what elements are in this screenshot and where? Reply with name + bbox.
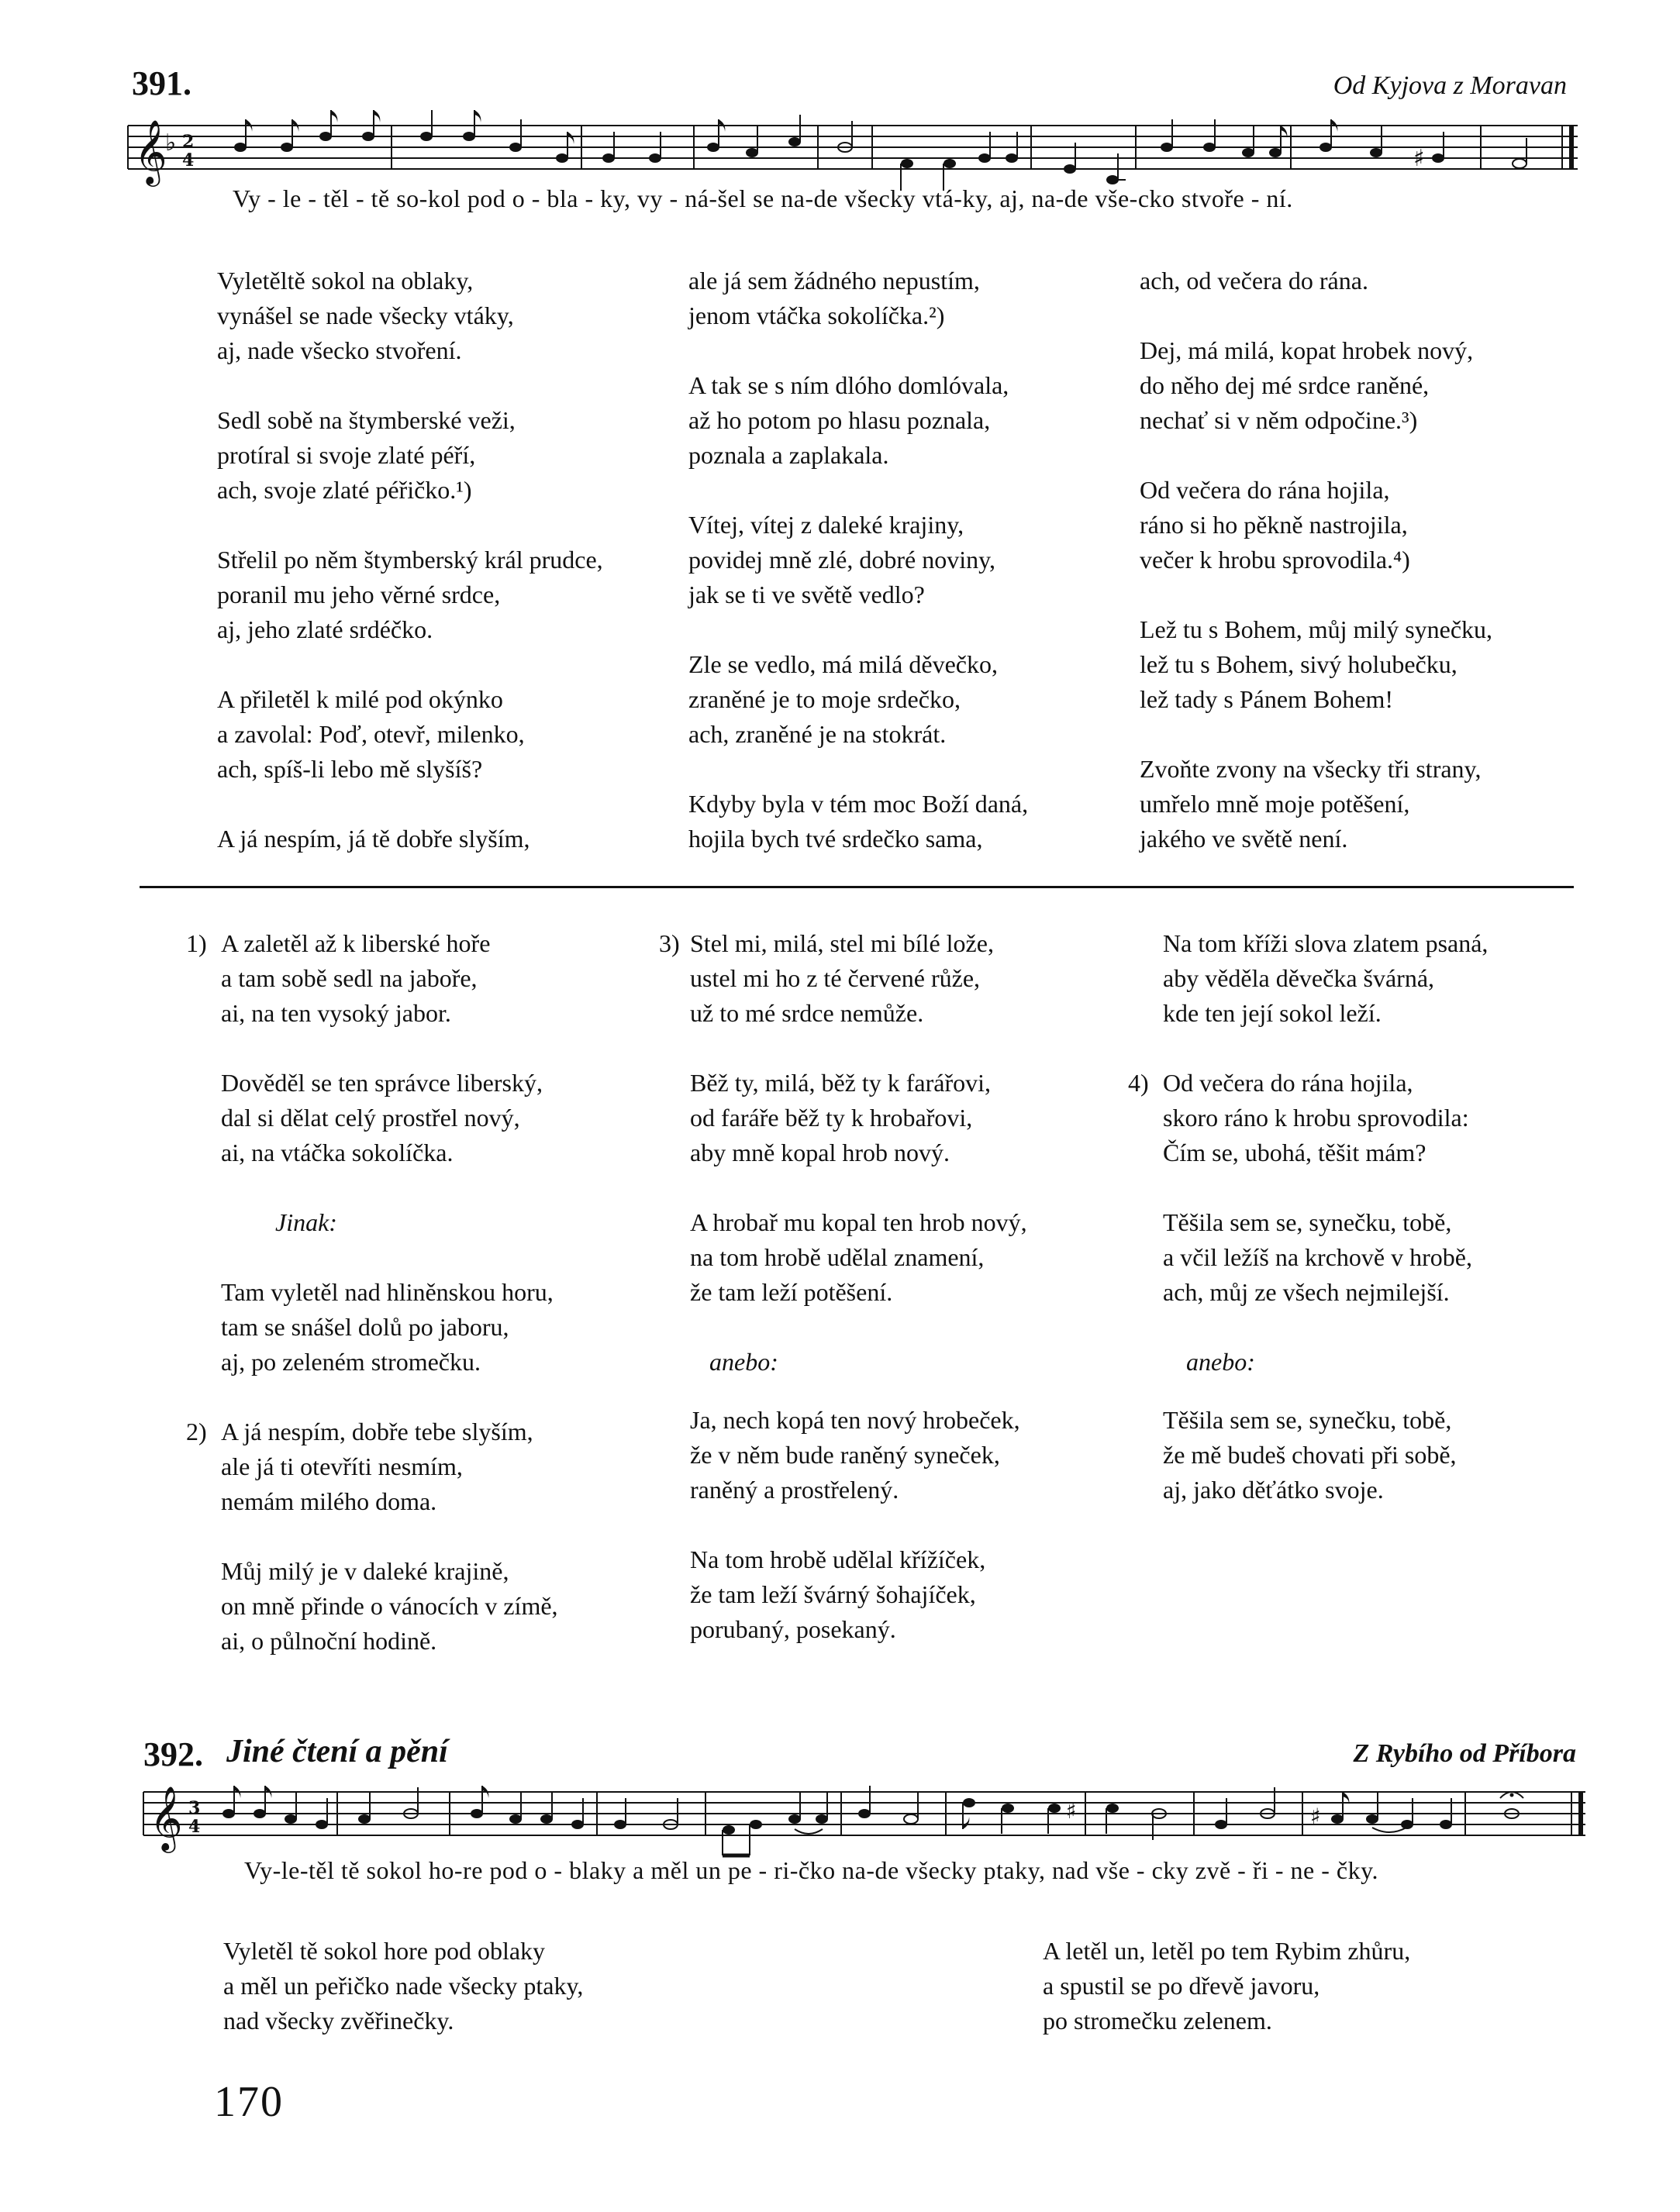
verse-line: Vyletěltě sokol na oblaky, xyxy=(217,267,474,295)
verse-line: Čím se, ubohá, těšit mám? xyxy=(1163,1139,1426,1166)
verse-line: kde ten její sokol leží. xyxy=(1163,999,1382,1027)
verse-line: A zaletěl až k liberské hoře xyxy=(221,929,491,957)
verse-line: Od večera do rána hojila, xyxy=(1140,476,1390,504)
verse-line: jenom vtáčka sokolíčka.²) xyxy=(688,301,945,329)
verse-line: lež tady s Pánem Bohem! xyxy=(1140,685,1394,713)
verse-line: skoro ráno k hrobu sprovodila: xyxy=(1163,1104,1469,1132)
stanza xyxy=(1163,926,1488,1031)
song-392-number: 392. xyxy=(143,1735,203,1773)
footnote-marker: 4) xyxy=(1128,1069,1149,1097)
variant-label: anebo: xyxy=(1186,1348,1255,1376)
song-391-lyrics: Vy - le - těl - tě so-kol pod o - bla - ky, vy - ná-šel se na-de všecky vtá-ky, aj, na-de vše-cko stvoře - ní. xyxy=(233,184,1293,212)
verse-line: A já nespím, já tě dobře slyším, xyxy=(217,825,530,853)
verse-line: poranil mu jeho věrné srdce, xyxy=(217,581,501,608)
verse-line: ach, svoje zlaté péřičko.¹) xyxy=(217,476,472,504)
footnote-marker: 1) xyxy=(186,929,207,957)
verse-line: ai, o půlnoční hodině. xyxy=(221,1627,437,1655)
verse-line: Sedl sobě na štymberské veži, xyxy=(217,406,516,434)
footnote-marker: 2) xyxy=(186,1418,207,1445)
verse-line: lež tu s Bohem, sivý holubečku, xyxy=(1140,650,1457,678)
verse-line: Dej, má milá, kopat hrobek nový, xyxy=(1140,336,1474,364)
verse-line: Střelil po něm štymberský král prudce, xyxy=(217,546,603,574)
footnote-marker: 3) xyxy=(659,929,680,957)
verse-line: on mně přinde o vánocích v zímě, xyxy=(221,1592,558,1620)
verse-line: večer k hrobu sprovodila.⁴) xyxy=(1140,546,1410,574)
verse-line: a spustil se po dřevě javoru, xyxy=(1043,1972,1320,2000)
verse-line: a zavolal: Poď, otevř, milenko, xyxy=(217,720,525,748)
verse-line: protíral si svoje zlaté péří, xyxy=(217,441,476,469)
footnotes-col1 xyxy=(186,926,558,1659)
stanza xyxy=(186,1414,558,1519)
stanza xyxy=(1163,1403,1488,1507)
svg-text:♯: ♯ xyxy=(1310,1804,1321,1829)
song-391-origin: Od Kyjova z Moravan xyxy=(1333,71,1567,100)
svg-text:𝄞: 𝄞 xyxy=(134,119,167,184)
verse-line: aby věděla děvečka švárná, xyxy=(1163,964,1435,992)
verse-line: ai, na vtáčka sokolíčka. xyxy=(221,1139,454,1166)
song-391-verses-col1 xyxy=(217,264,603,856)
svg-text:♯: ♯ xyxy=(1066,1798,1077,1824)
variant-label: anebo: xyxy=(709,1348,778,1376)
verse-line: tam se snášel dolů po jaboru, xyxy=(221,1313,509,1341)
verse-line: až ho potom po hlasu poznala, xyxy=(688,406,991,434)
stanza xyxy=(221,1066,558,1170)
verse-line: aj, jako děťátko svoje. xyxy=(1163,1476,1384,1504)
verse-line: už to mé srdce nemůže. xyxy=(690,999,924,1027)
verse-line: že tam leží švárný šohajíček, xyxy=(690,1580,976,1608)
svg-text:3: 3 xyxy=(188,1798,201,1818)
verse-line: Těšila sem se, synečku, tobě, xyxy=(1163,1208,1452,1236)
verse-line: A letěl un, letěl po tem Rybim zhůru, xyxy=(1043,1937,1411,1965)
song-391-verses-col2 xyxy=(688,264,1028,856)
verse-line: umřelo mně moje potěšení, xyxy=(1140,790,1410,818)
variant-label: Jinak: xyxy=(275,1208,337,1236)
verse-line: ach, od večera do rána. xyxy=(1140,267,1368,295)
verse-line: Na tom hrobě udělal křížíček, xyxy=(690,1545,986,1573)
verse-line: zraněné je to moje srdečko, xyxy=(688,685,961,713)
verse-line: Ja, nech kopá ten nový hrobeček, xyxy=(690,1406,1020,1434)
verse-line: že tam leží potěšení. xyxy=(690,1278,893,1306)
verse-line: ach, můj ze všech nejmilejší. xyxy=(1163,1278,1450,1306)
stanza xyxy=(688,508,1028,612)
verse-line: dal si dělat celý prostřel nový, xyxy=(221,1104,520,1132)
stanza xyxy=(1140,752,1492,856)
stanza xyxy=(690,1345,1027,1380)
verse-line: že mě budeš chovati při sobě, xyxy=(1163,1441,1457,1469)
svg-text:4: 4 xyxy=(182,150,195,171)
verse-line: od faráře běž ty k hrobařovi, xyxy=(690,1104,973,1132)
verse-line: Dověděl se ten správce liberský, xyxy=(221,1069,543,1097)
verse-line: na tom hrobě udělal znamení, xyxy=(690,1243,985,1271)
stanza xyxy=(690,1205,1027,1310)
verse-line: A tak se s ním dlóho domlóvala, xyxy=(688,371,1009,399)
verse-line: nad všecky zvěřinečky. xyxy=(223,2007,454,2035)
verse-line: Od večera do rána hojila, xyxy=(1163,1069,1413,1097)
verse-line: nemám milého doma. xyxy=(221,1487,437,1515)
verse-line: jakého ve světě není. xyxy=(1140,825,1348,853)
verse-line: po stromečku zelenem. xyxy=(1043,2007,1272,2035)
svg-text:2: 2 xyxy=(182,132,195,152)
stanza xyxy=(217,264,603,368)
verse-line: do něho dej mé srdce raněné, xyxy=(1140,371,1430,399)
verse-line: aj, jeho zlaté srdéčko. xyxy=(217,615,433,643)
song-392-origin: Z Rybího od Příbora xyxy=(1353,1739,1576,1768)
stanza xyxy=(217,403,603,508)
stanza xyxy=(1163,1205,1488,1310)
verse-line: povidej mně zlé, dobré noviny, xyxy=(688,546,996,574)
verse-line: Kdyby byla v tém moc Boží daná, xyxy=(688,790,1029,818)
verse-line: Lež tu s Bohem, můj milý synečku, xyxy=(1140,615,1493,643)
stanza xyxy=(1140,473,1492,577)
footnote-divider xyxy=(140,886,1574,888)
verse-line: že v něm bude raněný syneček, xyxy=(690,1441,1000,1469)
stanza xyxy=(690,926,1027,1031)
stanza xyxy=(690,1542,1027,1647)
verse-line: Těšila sem se, synečku, tobě, xyxy=(1163,1406,1452,1434)
verse-line: vynášel se nade všecky vtáky, xyxy=(217,301,514,329)
verse-line: Zle se vedlo, má milá děvečko, xyxy=(688,650,998,678)
song-392-verse-left xyxy=(223,1934,583,2038)
footnotes-col2 xyxy=(659,926,1027,1647)
stanza xyxy=(690,1403,1027,1507)
verse-line: a měl un peřičko nade všecky ptaky, xyxy=(223,1972,584,2000)
verse-line: Stel mi, milá, stel mi bílé lože, xyxy=(690,929,994,957)
verse-line: aby mně kopal hrob nový. xyxy=(690,1139,950,1166)
verse-line: porubaný, posekaný. xyxy=(690,1615,896,1643)
stanza xyxy=(688,787,1028,856)
verse-line: Vyletěl tě sokol hore pod oblaky xyxy=(223,1937,546,1965)
svg-text:4: 4 xyxy=(188,1817,201,1837)
footnotes-col3 xyxy=(1128,926,1488,1507)
verse-line: a včil ležíš na krchově v hrobě, xyxy=(1163,1243,1472,1271)
song-392-lyrics: Vy-le-těl tě sokol ho-re pod o - blaky a měl un pe - ri-čko na-de všecky ptaky, nad vše - cky zvě - ři - ne - čky. xyxy=(244,1856,1379,1884)
song-391-number: 391. xyxy=(132,64,191,102)
stanza xyxy=(217,543,603,647)
verse-line: ráno si ho pěkně nastrojila, xyxy=(1140,511,1408,539)
page-number: 170 xyxy=(214,2078,284,2126)
stanza xyxy=(217,682,603,787)
stanza xyxy=(1140,612,1492,717)
song-392-title: Jiné čtení a pění xyxy=(226,1734,448,1769)
verse-line: Zvoňte zvony na všecky tři strany, xyxy=(1140,755,1482,783)
verse-line: raněný a prostřelený. xyxy=(690,1476,899,1504)
verse-line: A já nespím, dobře tebe slyším, xyxy=(221,1418,533,1445)
verse-line: ale já sem žádného nepustím, xyxy=(688,267,980,295)
verse-line: ach, zraněné je na stokrát. xyxy=(688,720,947,748)
verse-line: Tam vyletěl nad hliněnskou horu, xyxy=(221,1278,554,1306)
verse-line: ai, na ten vysoký jabor. xyxy=(221,999,451,1027)
stanza xyxy=(221,926,558,1031)
stanza xyxy=(221,1205,558,1240)
stanza xyxy=(688,264,1028,333)
verse-line: Běž ty, milá, běž ty k farářovi, xyxy=(690,1069,991,1097)
verse-line: ustel mi ho z té červené růže, xyxy=(690,964,981,992)
verse-line: jak se ti ve světě vedlo? xyxy=(688,581,925,608)
verse-line: Vítej, vítej z daleké krajiny, xyxy=(688,511,964,539)
verse-line: ale já ti otevříti nesmím, xyxy=(221,1452,463,1480)
stanza xyxy=(1140,264,1492,298)
verse-line: a tam sobě sedl na jaboře, xyxy=(221,964,478,992)
stanza xyxy=(1163,1345,1488,1380)
svg-text:♯: ♯ xyxy=(1413,145,1425,172)
verse-line: nechať si v něm odpočine.³) xyxy=(1140,406,1418,434)
stanza xyxy=(688,368,1028,473)
verse-line: aj, po zeleném stromečku. xyxy=(221,1348,481,1376)
verse-line: A přiletěl k milé pod okýnko xyxy=(217,685,503,713)
song-391-verses-col3 xyxy=(1140,264,1492,856)
stanza xyxy=(221,1275,558,1380)
stanza xyxy=(1140,333,1492,438)
verse-line: A hrobař mu kopal ten hrob nový, xyxy=(690,1208,1027,1236)
stanza xyxy=(690,1066,1027,1170)
verse-line: Na tom kříži slova zlatem psaná, xyxy=(1163,929,1489,957)
stanza xyxy=(221,1554,558,1659)
verse-line: ach, spíš-li lebo mě slyšíš? xyxy=(217,755,483,783)
song-392-verse-right xyxy=(1043,1934,1410,2038)
svg-text:♭: ♭ xyxy=(165,129,177,157)
svg-text:𝄞: 𝄞 xyxy=(150,1785,183,1850)
verse-line: aj, nade všecko stvoření. xyxy=(217,336,462,364)
stanza xyxy=(688,647,1028,752)
verse-line: hojila bych tvé srdečko sama, xyxy=(688,825,983,853)
verse-line: Můj milý je v daleké krajině, xyxy=(221,1557,509,1585)
verse-line: poznala a zaplakala. xyxy=(688,441,889,469)
music-staff-392 xyxy=(143,1781,1585,1866)
stanza xyxy=(217,822,603,856)
stanza xyxy=(1128,1066,1488,1170)
